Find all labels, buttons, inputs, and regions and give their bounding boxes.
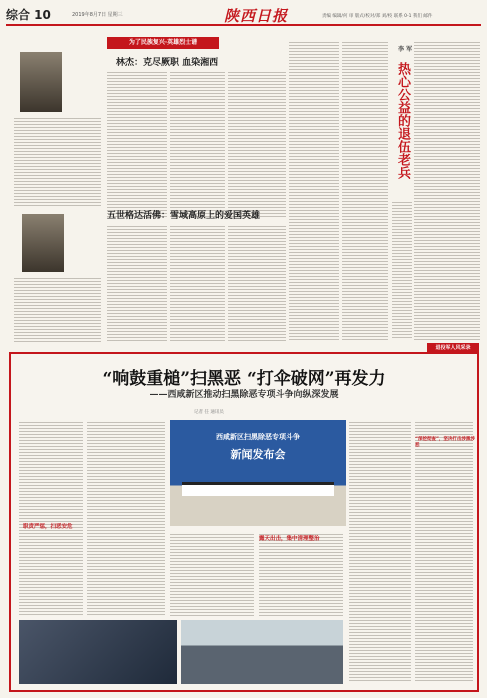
issue-date: 2019年8月7日 星期三 <box>72 12 123 18</box>
article-text-block <box>289 40 339 340</box>
masthead <box>6 4 481 26</box>
feature-headline: “响鼓重槌”扫黑恶 “打伞破网”再发力 <box>102 369 386 389</box>
police-operation-photo <box>19 620 177 684</box>
speaker-table <box>182 482 334 496</box>
feature-article-box <box>9 352 479 692</box>
article-text-block <box>170 70 225 218</box>
headline-lin-jie: 林杰：克尽厥职 血染湘西 <box>116 58 219 68</box>
portrait-photo-lin-jie <box>20 52 62 112</box>
article-text-block <box>349 420 411 682</box>
press-board-line2: 新闻发布会 <box>230 448 286 461</box>
article-text-block <box>392 200 412 340</box>
article-text-block <box>19 420 83 616</box>
section-subhead: “深挖彻查”，坚决打击涉黑涉恶 <box>415 437 475 448</box>
police-formation-photo <box>181 620 343 684</box>
section-subhead: 露天出击，集中清理整治 <box>259 536 320 542</box>
article-text-block <box>259 532 343 616</box>
profile-name: 李 军 <box>398 46 413 53</box>
portrait-photo-geda <box>22 214 64 272</box>
section-subhead: 职责严惩，扫恶安危 <box>23 524 73 530</box>
article-text-block <box>107 70 167 218</box>
editor-credits: 责编 编辑/何 审 版式/校对/郑 刘/校 联系 0-1 我们 邮件 <box>322 14 433 19</box>
press-conference-photo <box>170 420 346 526</box>
section-label: 综合 10 <box>6 8 51 22</box>
article-text-block <box>107 224 167 342</box>
article-text-block <box>87 420 165 616</box>
article-text-block <box>170 224 225 342</box>
article-text-block <box>228 70 286 218</box>
profile-vertical-title: 热心公益的退伍老兵 <box>395 62 410 179</box>
newspaper-logo: 陕西日报 <box>224 7 289 25</box>
article-text-block <box>170 532 254 616</box>
article-text-block <box>414 40 480 340</box>
headline-geda: 五世格达活佛：雪域高原上的爱国英雄 <box>107 211 261 221</box>
series-ribbon: 退役军人风采录 <box>427 343 479 353</box>
article-text-block <box>14 276 101 342</box>
article-text-block <box>228 224 286 342</box>
feature-byline: 记者 任 通讯员 <box>194 410 224 415</box>
series-banner: 为了民族复兴·英雄烈士谱 <box>107 37 219 49</box>
article-text-block <box>14 116 101 206</box>
press-board-line1: 西咸新区扫黑除恶专项斗争 <box>216 433 300 441</box>
article-text-block <box>342 40 388 340</box>
article-text-block <box>415 420 473 682</box>
feature-subheadline: ——西咸新区推动扫黑除恶专项斗争向纵深发展 <box>149 390 339 400</box>
